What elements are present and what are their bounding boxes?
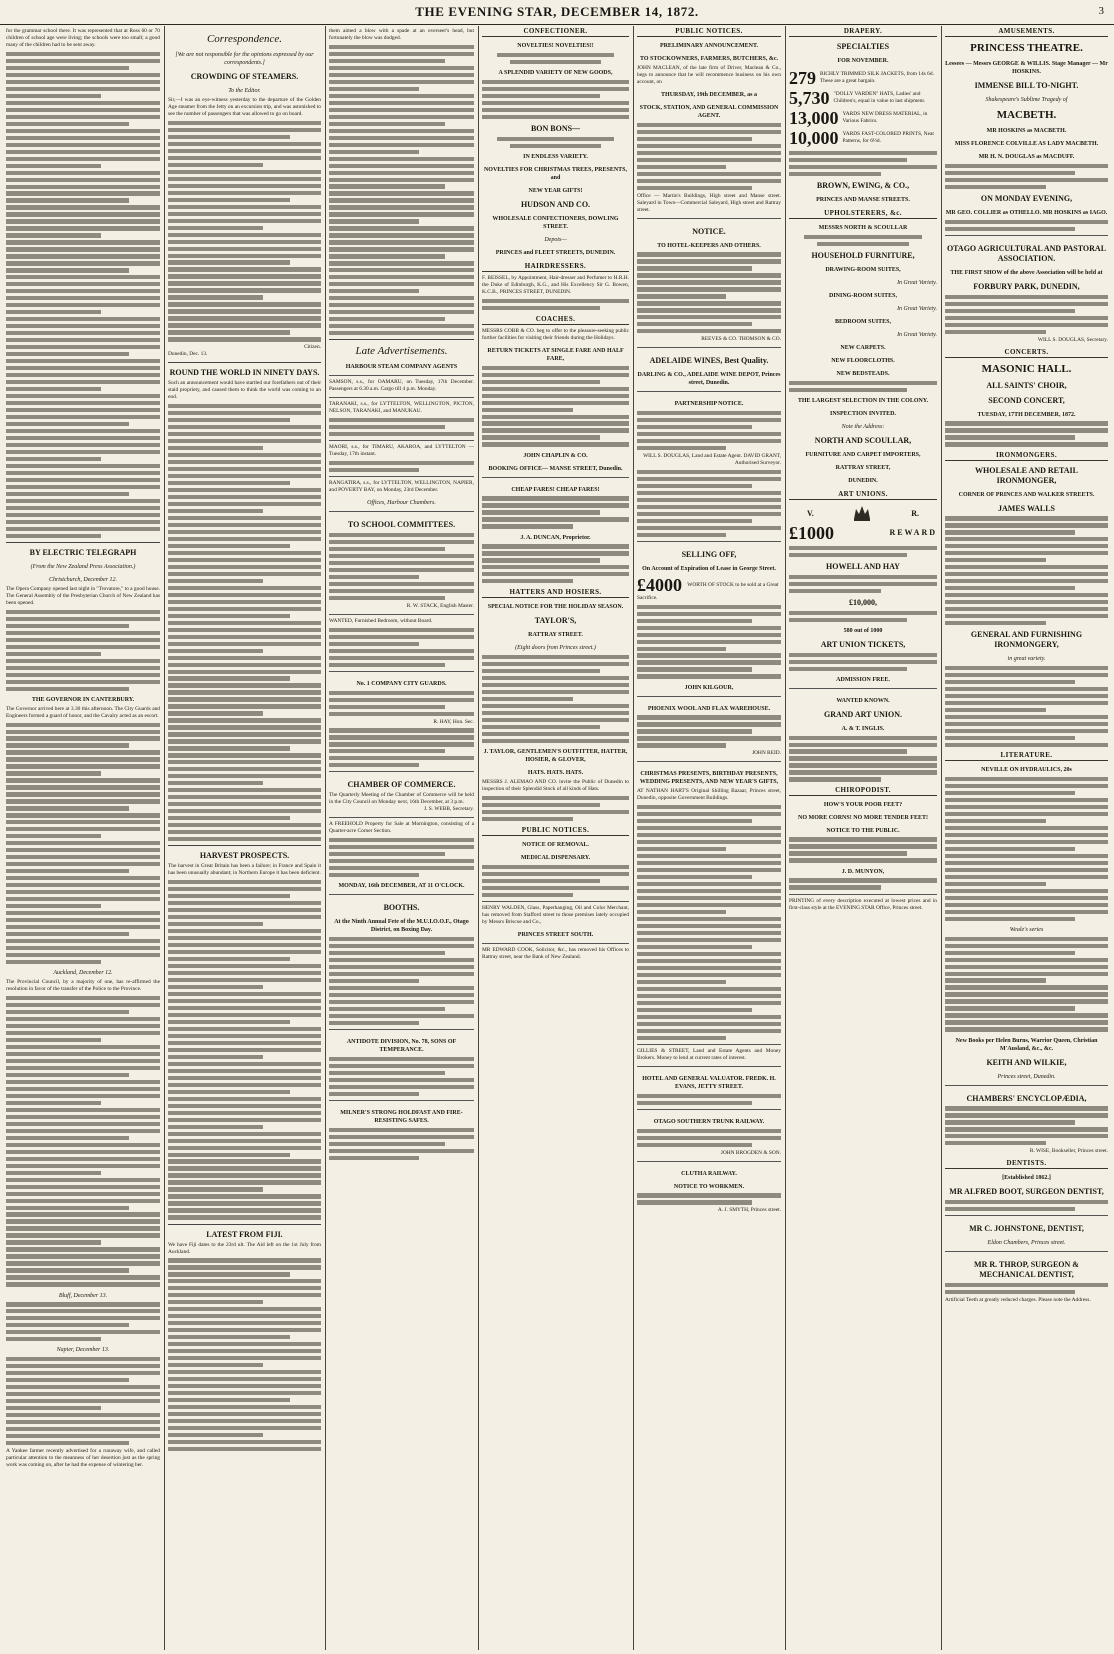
classified-ad: GILLIES & STREET, Land and Estate Agents and Money Brokers. Money to lend at current rates of interest.	[637, 1044, 781, 1062]
classified-ad: F. BEISSEL, by Appointment, Hair-dresser and Perfumer to H.R.H. the Duke of Edinburgh, K.G., and His Excellency Sir G. Bowen, K.C.B., PRINCES STREET, DUNEDIN.	[482, 274, 629, 295]
column-rule	[478, 26, 479, 1650]
classified-ad: HENRY WALDEN, Glass, Paperhanging, Oil and Color Merchant, has removed from Stafford street to those premises lately occupied by Messrs Briscoe and Co.,	[482, 901, 629, 926]
column-news	[6, 28, 160, 1648]
article-text: We have Fiji dates to the 23rd ult. The Aid left on the 1st July from Auckland.	[168, 1241, 321, 1255]
ad-heading: MESSRS NORTH & SCOULLAR	[818, 224, 908, 231]
ad-heading: PRINCESS THEATRE.	[970, 42, 1083, 54]
masthead	[0, 0, 1114, 25]
drapery-item	[789, 108, 937, 128]
ad-heading: MEDICAL DISPENSARY.	[520, 855, 591, 862]
ad-heading: WHOLESALE AND RETAIL IRONMONGER,	[975, 465, 1078, 485]
dateline: Napier, December 13.	[56, 1347, 110, 1354]
reward-label: REWARD	[889, 527, 937, 537]
article-text: A Yankee farmer recently advertised for a runaway wife, and called particular attention to the meanness of her desertion just as the spring work was coming on, after he had the expense of wintering her.	[6, 1448, 160, 1469]
ad-heading: PRELIMINARY ANNOUNCEMENT.	[659, 43, 759, 49]
ad-heading: BROWN, EWING, & CO.,	[816, 180, 910, 190]
section-heading: THE GOVERNOR IN CANTERBURY.	[31, 696, 135, 703]
ad-heading: NOTICE OF REMOVAL.	[522, 842, 589, 849]
ad-heading: BOOTHS.	[383, 903, 420, 913]
dateline: Christchurch, December 12.	[48, 576, 118, 583]
sale-date: MONDAY, 16th DECEMBER, AT 11 O'CLOCK.	[338, 883, 465, 890]
cast-line: MR H. N. DOUGLAS as MACDUFF.	[978, 154, 1075, 160]
signature: REEVES & CO. THOMSON & CO.	[701, 336, 781, 343]
ad-heading: RATTRAY STREET,	[835, 464, 891, 471]
signature: JOHN BROGDEN & SON.	[720, 1149, 781, 1156]
ad-heading: DARLING & CO., ADELAIDE WINE DEPOT, Princes street, Dunedin.	[637, 372, 781, 387]
article-text: for the grammar school there. It was represented that at Ross 60 or 70 children of school age were living; the schools were too small; a good many of the children had to be sent away.	[6, 28, 160, 48]
ad-heading: NOVELTIES! NOVELTIES!!	[517, 43, 594, 49]
ad-address: PRINCES AND MANSE STREETS.	[816, 196, 910, 203]
signature: WILL S. DOUGLAS, Secretary.	[1037, 336, 1108, 343]
royal-crest-icon	[851, 503, 873, 523]
shipping-ad: MAORI, s.s., for TIMARU, AKAROA, and LYTTELTON — Tuesday, 17th instant.	[329, 440, 474, 458]
ad-heading: CHAMBER OF COMMERCE.	[347, 780, 456, 790]
column-confectioner	[482, 28, 629, 1648]
ad-subheading: THE FIRST SHOW of the above Association will be held at	[950, 269, 1103, 276]
ad-heading: TO SCHOOL COMMITTEES.	[347, 520, 456, 530]
ad-heading: INSPECTION INVITED.	[829, 410, 896, 417]
ad-subheading: Shakespeare's Sublime Tragedy of	[985, 97, 1068, 103]
item-quantity: 5,730	[789, 88, 830, 108]
article-heading: LATEST FROM FIJI.	[206, 1229, 283, 1239]
ad-heading: WHOLESALE CONFECTIONERS, DOWLING STREET.	[492, 215, 619, 230]
ad-heading: NORTH AND SCOULLAR,	[814, 435, 912, 445]
item-quantity: 279	[789, 68, 816, 88]
ad-footer: Offices, Harbour Chambers.	[367, 500, 436, 507]
ad-heading: NEW CARPETS.	[840, 344, 886, 351]
ad-heading: JAMES WALLS	[998, 503, 1055, 513]
column-heading: ART UNIONS.	[789, 491, 937, 500]
column-heading: DRAPERY.	[789, 28, 937, 37]
price-figure: £4000	[637, 574, 682, 595]
ad-subheading: At the Ninth Annual Fete of the M.U.I.O.O.F., Otago District, on Boxing Day.	[334, 919, 469, 934]
column-heading: PUBLIC NOTICES.	[637, 28, 781, 37]
salutation: To the Editor.	[228, 88, 261, 94]
ad-heading: NOVELTIES FOR CHRISTMAS TREES, PRESENTS, and	[483, 166, 628, 181]
ad-heading: THE LARGEST SELECTION IN THE COLONY.	[797, 397, 929, 404]
ad-heading: OTAGO SOUTHERN TRUNK RAILWAY.	[653, 1118, 765, 1125]
ad-heading: GENERAL AND FURNISHING IRONMONGERY,	[970, 630, 1083, 650]
ad-heading: HOUSEHOLD FURNITURE,	[811, 250, 915, 260]
ad-heading: IN ENDLESS VARIETY.	[523, 153, 588, 160]
signature: JOHN REID.	[751, 750, 781, 757]
printing-notice: PRINTING of every description executed at lowest prices and in first-class style at the EVENING STAR Office, Princes street.	[789, 894, 937, 912]
ad-text: WORTH OF STOCK to be sold at a Great Sacrifice.	[637, 582, 779, 601]
ad-address: Eldon Chambers, Princes street.	[987, 1240, 1066, 1247]
column-heading: HAIRDRESSERS.	[482, 263, 629, 272]
column-rule	[325, 26, 326, 1650]
signature: Citizen.	[304, 344, 321, 351]
ad-heading: ON MONDAY EVENING,	[980, 193, 1073, 203]
book-series: Weale's series	[1009, 926, 1044, 933]
article-text: The harvest in Great Britain has been a failure; in France and Spain it has been unusually abundant; in Northern Europe it has been deficient.	[168, 863, 321, 877]
ad-signature: JOHN CHAPLIN & CO.	[523, 452, 588, 459]
article-text: The Provincial Council, by a majority of one, has re-affirmed the resolution in favor of the transfer of the Police to the Province.	[6, 979, 160, 993]
page-number: 3	[1098, 5, 1104, 17]
ad-subheading: In Great Variety.	[897, 305, 937, 312]
ad-signature: J. TAYLOR, GENTLEMEN'S OUTFITTER, HATTER, HOSIER, & GLOVER,	[483, 749, 628, 764]
item-quantity: 13,000	[789, 108, 839, 128]
ad-heading: KEITH AND WILKIE,	[986, 1057, 1067, 1067]
ad-heading: CHRISTMAS PRESENTS, BIRTHDAY PRESENTS, WEDDING PRESENTS, AND NEW YEAR'S GIFTS,	[639, 771, 779, 786]
ad-heading: TO HOTEL-KEEPERS AND OTHERS.	[657, 242, 761, 249]
column-rule	[164, 26, 165, 1650]
ad-heading: CHAMBERS' ENCYCLOPÆDIA,	[966, 1093, 1087, 1103]
column-late-advertisements	[329, 28, 474, 1648]
ad-heading: HARBOUR STEAM COMPANY AGENTS	[345, 364, 458, 371]
article-heading: CROWDING OF STEAMERS.	[190, 72, 299, 81]
ad-subheading: CORNER OF PRINCES AND WALKER STREETS.	[958, 491, 1095, 498]
ad-heading: ADMISSION FREE.	[836, 676, 890, 683]
ad-heading: STOCK, STATION, AND GENERAL COMMISSION AGENT.	[639, 105, 779, 119]
ad-heading: MR C. JOHNSTONE, DENTIST,	[969, 1224, 1084, 1234]
ad-heading: CLUTHA RAILWAY.	[681, 1170, 737, 1177]
ad-heading: GRAND ART UNION.	[823, 709, 903, 719]
ad-subheading: [Established 1862.]	[1002, 1175, 1051, 1182]
article-text: The Opera Company opened last night in "Trovatore," to a good house. The General Assembly of the Presbyterian Church of New Zealand has been opened.	[6, 585, 160, 606]
ad-address: BOOKING OFFICE— MANSE STREET, Dunedin.	[488, 465, 623, 472]
ad-signature: J. A. DUNCAN, Proprietor.	[520, 534, 591, 541]
ad-heading: FURNITURE AND CARPET IMPORTERS,	[805, 451, 921, 458]
ad-heading: PRINCES STREET SOUTH.	[517, 932, 594, 939]
article-heading: ROUND THE WORLD IN NINETY DAYS.	[169, 368, 320, 378]
item-description: "DOLLY VARDEN" HATS, Ladies' and Children's, equal in value to last shipment.	[833, 91, 926, 104]
article-date: Dunedin, Dec. 13.	[168, 351, 208, 358]
ad-heading: (Eight doors from Princes street.)	[515, 645, 596, 652]
ad-heading: RATTRAY STREET.	[528, 632, 583, 639]
ad-heading: NOTICE TO THE PUBLIC.	[826, 827, 900, 834]
ad-signature: JOHN KILGOUR,	[684, 684, 734, 691]
ad-heading: SECOND CONCERT,	[988, 395, 1065, 405]
ad-heading: HATS. HATS. HATS.	[527, 770, 584, 777]
signature: R. WISE, Bookseller, Princes street.	[1029, 1148, 1108, 1155]
ad-heading: NO MORE CORNS! NO MORE TENDER FEET!	[798, 814, 928, 821]
column-drapery	[789, 28, 937, 1648]
item-description: RICHLY TRIMMED SILK JACKETS, from 14s 6d. These are a great bargain.	[820, 71, 934, 84]
ad-heading: DUNEDIN.	[848, 477, 878, 484]
column-correspondence	[168, 28, 321, 1648]
ad-heading: MR ALFRED BOOT, SURGEON DENTIST,	[949, 1187, 1104, 1197]
ad-heading: HOWELL AND HAY	[826, 561, 900, 571]
cast-line: MR GEO. COLLIER as OTHELLO. MR HOSKINS as IAGO.	[945, 209, 1108, 216]
ad-heading: TUESDAY, 17TH DECEMBER, 1872.	[977, 411, 1076, 418]
ad-heading: CHEAP FARES! CHEAP FARES!	[511, 486, 600, 493]
classified-ad: MESSRS COBB & CO. beg to offer to the pleasure-seeking public further facilities for visiting their friends during the Holidays.	[482, 327, 629, 341]
ad-heading: A SPLENDID VARIETY OF NEW GOODS,	[498, 69, 613, 76]
ad-heading: MR R. THROP, SURGEON & MECHANICAL DENTIST,	[974, 1260, 1079, 1280]
ad-heading: Depots—	[544, 236, 567, 243]
ad-heading: SPECIALTIES	[836, 42, 890, 51]
classified-ad: WANTED, Furnished Bedroom, without Board.	[329, 614, 474, 625]
cipher-letter: V.	[807, 509, 814, 519]
column-heading: CONCERTS.	[945, 349, 1108, 358]
ad-heading: THURSDAY, 19th DECEMBER, as a	[661, 92, 757, 98]
ad-heading: WANTED KNOWN.	[836, 697, 890, 704]
ad-heading: BEDROOM SUITES,	[834, 318, 891, 325]
ad-heading: HUDSON AND CO.	[520, 199, 591, 209]
signature: J. S. WEBB, Secretary.	[423, 806, 474, 813]
column-rule	[633, 26, 634, 1650]
ad-subheading: New Books per Helen Burns, Warrior Queen, Christian M'Ausland, &c., &c.	[955, 1037, 1098, 1052]
ad-heading: FORBURY PARK, DUNEDIN,	[973, 281, 1080, 291]
ad-heading: NEW YEAR GIFTS!	[528, 187, 583, 194]
shipping-ad: SAMSON, s.s., for OAMARU, on Tuesday, 17th December. Passengers at 6.30 a.m. Cargo till 4 p.m. Monday.	[329, 375, 474, 393]
ad-heading: PARTNERSHIP NOTICE.	[674, 401, 744, 408]
ad-heading: MASONIC HALL.	[981, 362, 1072, 375]
signature: A. J. SMYTH, Princes street.	[717, 1207, 781, 1214]
drapery-item	[789, 88, 937, 108]
ad-heading: FOR NOVEMBER.	[837, 58, 889, 64]
ad-subheading: In Great Variety.	[897, 279, 937, 286]
ad-heading: ANTIDOTE DIVISION, No. 78, SONS OF TEMPERANCE.	[346, 1039, 457, 1054]
ad-subheading: in great variety.	[1007, 656, 1046, 663]
book-title: NEVILLE ON HYDRAULICS, 20s	[981, 767, 1072, 774]
section-heading: Late Advertisements.	[355, 345, 448, 358]
ad-heading: NEW FLOORCLOTHS.	[831, 357, 895, 364]
ad-heading: On Account of Expiration of Lease in George Street.	[642, 565, 776, 572]
ad-heading: NOTICE.	[692, 226, 726, 236]
cast-line: MISS FLORENCE COLVILLE AS LADY MACBETH.	[954, 141, 1099, 147]
ad-heading: £10,000,	[849, 597, 877, 607]
ad-heading: SELLING OFF,	[681, 549, 737, 559]
drapery-item	[789, 128, 937, 148]
notice-text: The Quarterly Meeting of the Chamber of Commerce will be held in the City Council on Monday next, 16th December, at 3 p.m.	[329, 792, 474, 806]
notice-text: JOHN MACLEAN, of the late firm of Driver, Maclean & Co., begs to announce that he will recommence business on his own account, on	[637, 65, 781, 85]
section-subheading: (From the New Zealand Press Association.)	[30, 563, 136, 570]
article-text: The Governor arrived here at 3.30 this afternoon. The City Guards and Engineers formed a guard of honor, and the Cavalry acted as an escort.	[6, 705, 160, 719]
cipher-letter: R.	[911, 509, 919, 519]
column-heading: UPHOLSTERERS, &c.	[789, 210, 937, 219]
section-heading: BY ELECTRIC TELEGRAPH	[29, 547, 137, 557]
ad-heading: ALL SAINTS' CHOIR,	[986, 380, 1067, 390]
ad-heading: SPECIAL NOTICE FOR THE HOLIDAY SEASON.	[487, 604, 624, 611]
ad-address: Princes street, Dunedin.	[997, 1073, 1056, 1080]
column-public-notices	[637, 28, 781, 1648]
dateline: Auckland, December 12.	[53, 970, 113, 977]
signature: R. HAY, Hon. Sec.	[433, 718, 474, 725]
dateline: Bluff, December 13.	[58, 1292, 108, 1299]
drapery-item	[789, 68, 937, 88]
ad-heading: PHOENIX WOOL AND FLAX WAREHOUSE.	[647, 705, 771, 712]
column-heading: CONFECTIONER.	[482, 28, 629, 37]
ad-heading: 580 out of 1000	[843, 627, 883, 634]
ad-heading: RETURN TICKETS AT SINGLE FARE AND HALF FARE,	[487, 347, 624, 362]
ad-subheading: Lessees — Messrs GEORGE & WILLIS. Stage Manager — Mr HOSKINS.	[945, 61, 1108, 75]
column-rule	[785, 26, 786, 1650]
column-heading: COACHES.	[482, 316, 629, 325]
article-text: Such an announcement would have startled our forefathers out of their staid propriety, and caused them to think the world was coming to an end.	[168, 380, 321, 401]
ad-heading: A. & T. INGLIS.	[841, 725, 885, 732]
shipping-ad: RANGATIRA, s.s., for LYTTELTON, WELLINGTON, NAPIER, and POVERTY BAY, on Monday, 23rd December.	[329, 476, 474, 494]
column-heading: HATTERS AND HOSIERS.	[482, 589, 629, 598]
ad-heading: DINING-ROOM SUITES,	[828, 292, 897, 299]
ad-heading: HOW'S YOUR POOR FEET?	[823, 801, 903, 808]
article-text: Sir,—I was an eye-witness yesterday to the departure of the Golden Age steamer from the Jetty on an excursion trip, and was astonished to see the number of passengers that was allowed to go on board.	[168, 97, 321, 117]
royal-cipher	[789, 503, 937, 523]
item-description: YARDS NEW DRESS MATERIAL, in Various Fabrics.	[842, 111, 928, 124]
classified-ad: MR EDWARD COOK, Solicitor, &c., has removed his Offices to Rattray street, near the Bank of New Zealand.	[482, 943, 629, 961]
signature: WILL S. DOUGLAS, Land and Estate Agent. DAVID GRANT, Authorised Surveyor.	[643, 452, 781, 466]
ad-heading: BON BONS—	[530, 123, 581, 133]
ad-signature: J. D. MUNYON,	[841, 868, 885, 875]
ad-heading: MILNER'S STRONG HOLDFAST AND FIRE-RESISTING SAFES.	[340, 1110, 463, 1125]
cast-line: MR HOSKINS as MACBETH.	[986, 128, 1067, 134]
signature: R. W. STACK, English Master.	[406, 602, 474, 609]
notice-text: Office — Martin's Buildings, High street and Manse street. Saleyard in Town—Commercial Saleyard, High street and Rattray street.	[637, 192, 781, 213]
column-heading: DENTISTS.	[945, 1160, 1108, 1169]
column-heading: IRONMONGERS.	[945, 452, 1108, 461]
article-text: them aimed a blow with a spade at an overseer's head, but fortunately the blow was dodged.	[329, 28, 474, 41]
property-ad: A FREEHOLD Property for Sale at Mornington, consisting of a Quarter-acre Corner Section.	[329, 817, 474, 835]
column-heading: LITERATURE.	[945, 752, 1108, 761]
ad-heading: TAYLOR'S,	[534, 616, 577, 626]
classified-ad: MESSRS J. ALEMAO AND CO. invite the Public of Dunedin to inspection of their Splendid Stock of all kinds of Hats.	[482, 779, 629, 793]
ad-heading: MACBETH.	[996, 109, 1057, 121]
section-heading: Correspondence.	[206, 33, 283, 45]
item-description: YARDS FAST-COLORED PRINTS, Neat Patterns, for 6½d.	[842, 131, 934, 144]
ad-subheading: Note the Address:	[841, 423, 885, 430]
ad-subheading: In Great Variety.	[897, 331, 937, 338]
column-heading: AMUSEMENTS.	[945, 28, 1108, 37]
column-heading: PUBLIC NOTICES.	[482, 827, 629, 836]
ad-heading: HOTEL AND GENERAL VALUATOR. FREDK. H. EVANS, JETTY STREET.	[642, 1075, 776, 1090]
classified-ad: AT NATHAN HART'S Original Shilling Bazaar, Princes street, Dunedin, opposite Government Buildings.	[637, 788, 781, 802]
ad-heading: No. 1 COMPANY CITY GUARDS.	[356, 680, 447, 687]
ad-text: Artificial Teeth at greatly reduced charges. Please note the Address.	[945, 1297, 1091, 1303]
ad-heading: OTAGO AGRICULTURAL AND PASTORAL ASSOCIATION.	[946, 243, 1107, 263]
ad-heading: DRAWING-ROOM SUITES,	[825, 266, 901, 273]
column-amusements	[945, 28, 1108, 1648]
ad-heading: IMMENSE BILL TO-NIGHT.	[974, 81, 1079, 90]
shipping-ad: TARANAKI, s.s., for LYTTELTON, WELLINGTON, PICTON, NELSON, TARANAKI, and MANUKAU.	[329, 397, 474, 415]
ad-heading: ART UNION TICKETS,	[820, 639, 906, 649]
article-heading: HARVEST PROSPECTS.	[199, 851, 290, 861]
ad-heading: PRINCES and FLEET STREETS, DUNEDIN.	[495, 249, 616, 256]
ad-heading: ADELAIDE WINES, Best Quality.	[649, 356, 769, 366]
column-heading: CHIROPODIST.	[789, 787, 937, 796]
reward-amount: £1000	[789, 522, 834, 543]
ad-heading: TO STOCKOWNERS, FARMERS, BUTCHERS, &c.	[639, 56, 779, 62]
column-rule	[941, 26, 942, 1650]
masthead-title: THE EVENING STAR, DECEMBER 14, 1872.	[415, 4, 699, 19]
ad-heading: NOTICE TO WORKMEN.	[673, 1183, 745, 1190]
ad-heading: NEW BEDSTEADS.	[836, 370, 890, 377]
item-quantity: 10,000	[789, 128, 839, 148]
editorial-note: [We are not responsible for the opinions expressed by our correspondents.]	[175, 52, 314, 66]
